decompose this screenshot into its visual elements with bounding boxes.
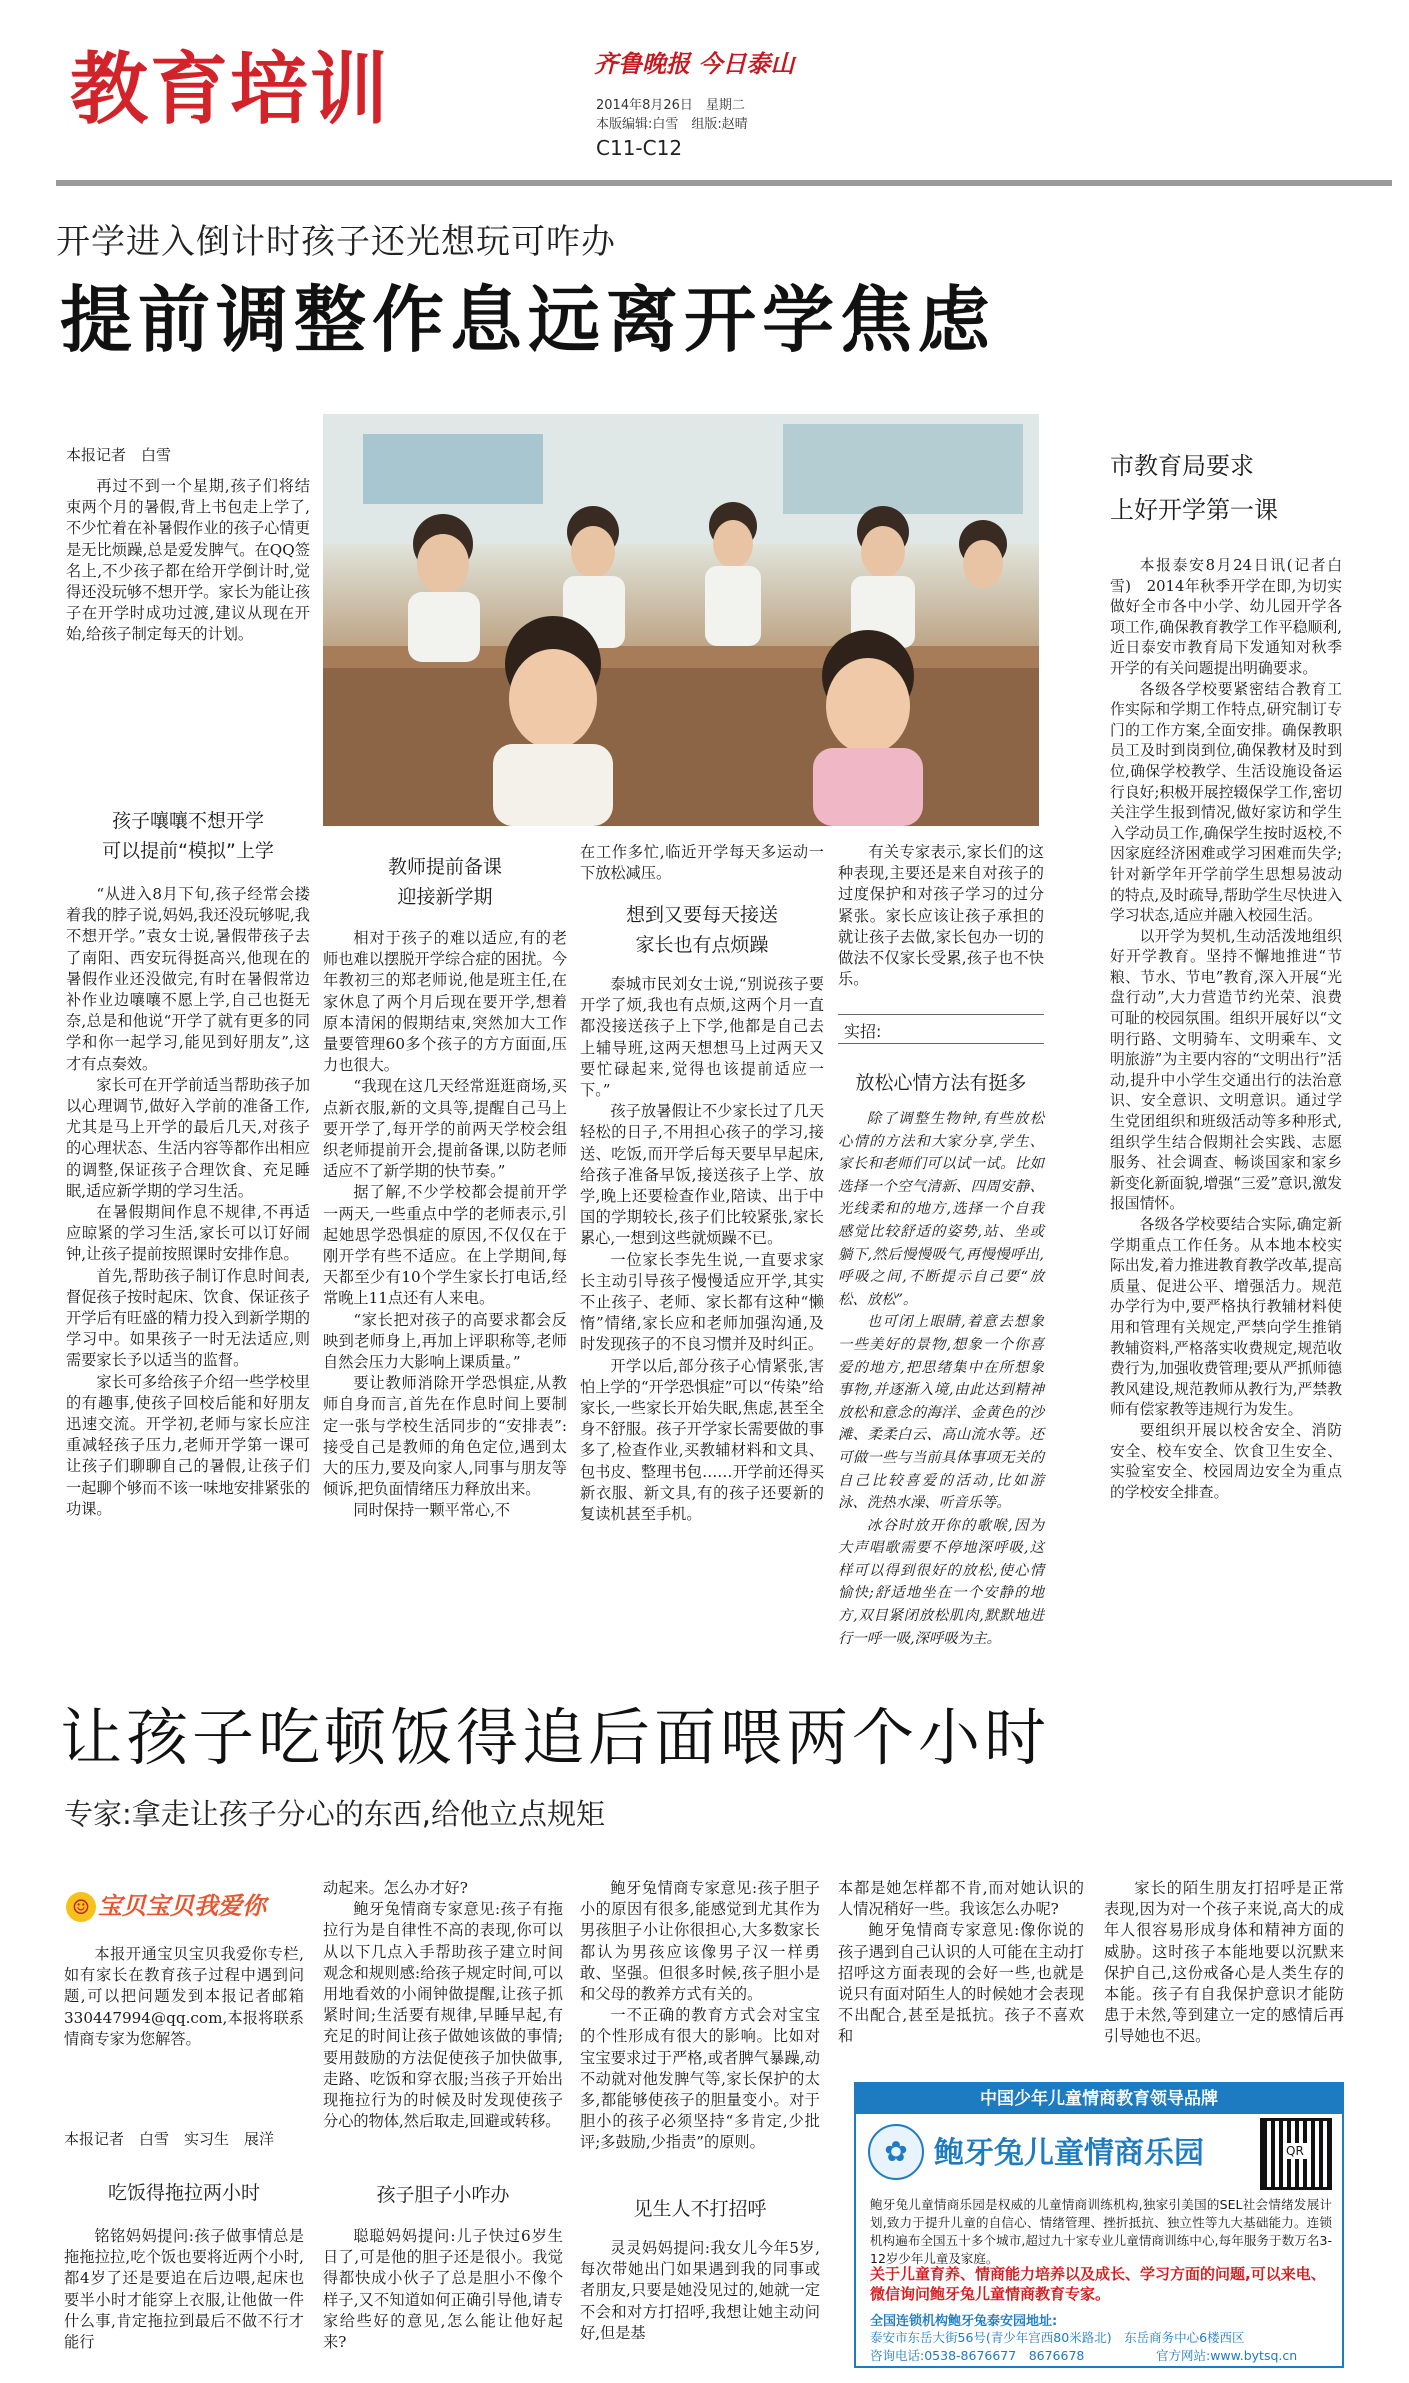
paragraph: 各级各学校要结合实际,确定新学期重点工作任务。从本地本校实际出发,着力推进教育教学改革,提高质量、促进公平、增强活力。规范办学行为中,要严格执行教辅材料使用和管理有关规定,严禁向学生推销教辅资料,严格落实收费规定,规范收费行为,加强收费管理;要从严抓师德教风建设,规范教师从教行为,严禁教师有偿家教等违规行为发生。: [1110, 1216, 1342, 1419]
paragraph: 以开学为契机,生动活泼地组织好开学教育。坚持不懈地推进“节粮、节水、节电”教育,深入开展“光盘行动”,大力营造节约光荣、浪费可耻的校园氛围。组织开展好以“文明行路、文明骑车、文明乘车、文明旅游”为主要内容的“文明出行”活动,提升中小学生交通出行的法治意识、安全意识、文明意识。通过学生党团组织和班级活动等多种形式,组织学生结合假期社会实践、志愿服务、社会调查、畅谈国家和家乡新变化新面貌,增强“三爱”意识,激发报国情怀。: [1110, 927, 1342, 1213]
paragraph: 要组织开展以校舍安全、消防安全、校车安全、饮食卫生安全、实验室安全、校园周边安全为重点的学校安全排查。: [1110, 1421, 1342, 1501]
paragraph: 鲍牙兔情商专家意见:孩子胆子小的原因有很多,能感觉到尤其作为男孩胆子小让你很担心,大多数家长都认为男孩应该像男子汉一样勇敢、坚强。但很多时候,孩子胆小是和父母的教养方式有关的。: [580, 1879, 820, 2004]
tip-label: 实招:: [844, 1022, 882, 1041]
paragraph: 动起来。怎么办才好?: [323, 1879, 468, 1897]
advertisement: [854, 2082, 1344, 2368]
story2-column-1: [64, 2226, 304, 2353]
story2-headline: 让孩子吃顿饭得追后面喂两个小时: [60, 1701, 1051, 1774]
ad-description: 鲍牙兔儿童情商乐园是权威的儿童情商训练机构,独家引美国的SEL社会情绪发展计划,致力于提升儿童的自信心、情绪管理、挫折抵抗、独立性等九大基础能力。连锁机构遍布全国五十多个城市,超过九十家专业儿童情商训练中心,每年服务于数万名3-12岁少年儿童及家庭。: [870, 2197, 1332, 2266]
story2-column-3: [580, 1878, 820, 2154]
paragraph: 首先,帮助孩子制订作息时间表,督促孩子按时起床、饮食、保证孩子开学后有旺盛的精力投入到新学期的学习中。如果孩子一时无法适应,则需要家长予以适当的监督。: [66, 1266, 310, 1370]
paragraph: 鲍牙兔情商专家意见:像你说的孩子遇到自己认识的人可能在主动打招呼这方面表现的会好一些,也就是说只有面对陌生人的时候她才会表现不出配合,甚至是抵抗。孩子不喜欢和: [838, 1921, 1084, 2046]
sidebar-column: [1110, 556, 1342, 1503]
story1-subhead-3: 想到又要每天接送 家长也有点烦躁: [625, 904, 778, 956]
story1-column-3-top: [580, 842, 824, 884]
ad-address: 泰安市东岳大街56号(青少年宫西80米路北) 东岳商务中心6楼西区: [870, 2330, 1245, 2345]
tip-column: [838, 1108, 1044, 1650]
paragraph: 同时保持一颗平常心,不: [353, 1501, 511, 1520]
story1-subhead-1: 孩子嚷嚷不想开学 可以提前“模拟”上学: [102, 810, 274, 862]
ad-website[interactable]: 官方网站:www.bytsq.cn: [1156, 2348, 1298, 2363]
paragraph: “家长把对孩子的高要求都会反映到老师身上,再加上评职称等,老师自然会压力大影响上课质量。”: [323, 1310, 567, 1372]
story2-q1-title: 吃饭得拖拉两小时: [107, 2182, 260, 2204]
paragraph: 家长可多给孩子介绍一些学校里的有趣事,使孩子回校后能和好朋友迅速交流。开学初,老师与家长应注重减轻孩子压力,老师开学第一课可让孩子们聊聊自己的暑假,让孩子们一起聊个够而不该一味地安排紧张的功课。: [66, 1372, 310, 1518]
paragraph: 孩子放暑假让不少家长过了几天轻松的日子,不用担心孩子的学习,接送、吃饭,而开学后每天要早早起床,给孩子准备早饭,接送孩子上学、放学,晚上还要检查作业,陪读、出于中国的学期较长,孩子们比较紧张,家长累心,一想到这些就烦躁不已。: [580, 1102, 824, 1248]
page-editors: 本版编辑:白雪 组版:赵晴: [596, 117, 748, 132]
paragraph: 在工作多忙,临近开学每天多运动一下放松减压。: [580, 843, 824, 883]
masthead: [0, 0, 1409, 185]
classroom-photo-illustration: [323, 414, 1039, 826]
ad-address-title: 全国连锁机构鲍牙兔泰安园地址:: [870, 2314, 1058, 2329]
promo-logo-text: 宝贝宝贝我爱你: [98, 1892, 266, 1920]
story2-column-2: [323, 1878, 563, 2132]
story1-column-3: [580, 974, 824, 1525]
story2-q2-title: 孩子胆子小咋办: [376, 2184, 510, 2206]
story1-subhead-2: 教师提前备课 迎接新学期: [387, 856, 502, 908]
ad-banner: 中国少年儿童情商教育领导品牌: [856, 2084, 1342, 2114]
paragraph: 铭铭妈妈提问:孩子做事情总是拖拖拉拉,吃个饭也要将近两个小时,都4岁了还是要追在后边喂,起床也要半小时才能穿上衣服,让他做一件什么事,肯定拖拉到最后不做不行才能行: [64, 2227, 304, 2352]
section-title: 教育培训: [70, 45, 391, 135]
qr-code: [1260, 2118, 1332, 2190]
qr-label: QR: [1283, 2143, 1307, 2159]
story2-byline: 本报记者 白雪 实习生 展洋: [64, 2130, 275, 2148]
story2-column-3-q: [580, 2238, 820, 2344]
column-promo-logo: [64, 1880, 304, 1934]
paragraph: 除了调整生物钟,有些放松心情的方法和大家分享,学生、家长和老师们可以试一试。比如选择一个空气清新、四周安静、光线柔和的地方,选择一个自我感觉比较舒适的姿势,站、坐或躺下,然后慢慢吸气,再慢慢呼出,呼吸之间,不断提示自己要“放松、放松”。: [838, 1111, 1044, 1308]
paragraph: 也可闭上眼睛,着意去想象一些美好的景物,想象一个你喜爱的地方,把思绪集中在所想象事物,并逐渐入境,由此达到精神放松和意念的海洋、金黄色的沙滩、柔柔白云、高山流水等。还可做一些与当前具体事项无关的自己比较喜爱的活动,比如游泳、洗热水澡、听音乐等。: [838, 1314, 1044, 1512]
paragraph: 在暑假期间作息不规律,不再适应晾紧的学习生活,家长可以订好闹钟,让孩子提前按照课时安排作息。: [66, 1203, 310, 1264]
paragraph: 本报开通宝贝宝贝我爱你专栏,如有家长在教育孩子过程中遇到问题,可以把问题发到本报记者邮箱330447994@qq.com,本报将联系情商专家为您解答。: [64, 1945, 304, 2048]
paragraph: 本都是她怎样都不肯,而对她认识的人情况稍好一些。我该怎么办呢?: [838, 1879, 1084, 1919]
sidebar-title: 市教育局要求 上好开学第一课: [1110, 452, 1278, 524]
story1-headline: 提前调整作息远离开学焦虑: [60, 278, 997, 362]
paragraph: 家长的陌生朋友打招呼是正常表现,因为对一个孩子来说,高大的成年人很容易形成身体和精神方面的威胁。这时孩子本能地要以沉默来保护自己,这份戒备心是人类生存的本能。孩子有自我保护意识才能防患于未然,等到建立一定的感情后再引导她也不迟。: [1104, 1879, 1344, 2046]
ad-brand: 鲍牙兔儿童情商乐园: [934, 2136, 1204, 2171]
story1-column-1-body: [66, 884, 310, 1520]
paragraph: 据了解,不少学校都会提前开学一两天,一些重点中学的老师表示,引起她思学恐惧症的原因,不仅仅在于刚开学有些不适应。在上学期间,每天都至少有10个学生家长打电话,经常晚上11点还有人来电。: [323, 1183, 567, 1308]
story2-column-2-q: [323, 2226, 563, 2353]
classroom-photo: [323, 414, 1039, 826]
newspaper-logo: 齐鲁晚报 今日泰山: [594, 49, 795, 78]
story1-column-1: [66, 476, 310, 646]
ad-phone: 咨询电话:0538-8676677 8676678: [870, 2348, 1085, 2363]
masthead-rule: [56, 180, 1392, 186]
paragraph: 本报泰安8月24日讯(记者白雪) 2014年秋季开学在即,为切实做好全市各中小学、幼儿园开学各项工作,确保教育教学工作平稳顺利,近日泰安市教育局下发通知对秋季开学的有关问题提出明确要求。: [1110, 557, 1342, 677]
paragraph: 有关专家表示,家长们的这种表现,主要还是来自对孩子的过度保护和对孩子学习的过分紧张。家长应该让孩子承担的就让孩子去做,家长包办一切的做法不仅家长受累,孩子也不快乐。: [838, 843, 1044, 989]
paragraph: 各级各学校要紧密结合教育工作实际和学期工作特点,研究制订专门的工作方案,全面安排。确保教职员工及时到岗到位,确保教材及时到位,确保学校教学、生活设施设备运行良好;积极开展控辍保学工作,密切关注学生报到情况,做好家访和学生入学动员工作,确保学生按时返校,不因家庭经济困难或学习困难而失学;针对新学年开学前学生思想易波动的特点,及时疏导,帮助学生尽快进入学习状态,适应并融入校园生活。: [1110, 680, 1342, 925]
paragraph: 灵灵妈妈提问:我女儿今年5岁,每次带她出门如果遇到我的同事或者朋友,只要是她没见过的,她就一定不会和对方打招呼,我想让她主动问好,但是基: [580, 2239, 820, 2342]
story1-column-2: [323, 928, 567, 1522]
paragraph: 聪聪妈妈提问:儿子快过6岁生日了,可是他的胆子还是很小。我觉得都快成小伙子了总是胆小不像个样子,又不知道如何正确引导他,请专家给些好的意见,怎么能让他好起来?: [323, 2227, 563, 2352]
paragraph: 鲍牙兔情商专家意见:孩子有拖拉行为是自律性不高的表现,你可以从以下几点入手帮助孩子建立时间观念和规则感:给孩子规定时间,可以用地看效的小闹钟做提醒,让孩子抓紧时间;生活要有规律,早睡早起,有充足的时间让孩子做她该做的事情;要用鼓励的方法促使孩子加快做事,走路、吃饭和穿衣服;当孩子开始出现拖拉行为的时候及时发现使孩子分心的物体,然后取走,回避或转移。: [323, 1900, 563, 2131]
paragraph: 相对于孩子的难以适应,有的老师也难以摆脱开学综合症的困扰。今年教初三的郑老师说,他是班主任,在家休息了两个月后现在要开学,想着原本清闲的假期结束,突然加大工作量要管理60多个孩子的方方面面,压力也很大。: [323, 929, 567, 1075]
paragraph: 家长可在开学前适当帮助孩子加以心理调节,做好入学前的准备工作,尤其是马上开学的最后几天,对孩子的心理状态、生活内容等都作出相应的调整,保证孩子合理饮食、充足睡眠,适应新学期的学习生活。: [66, 1075, 310, 1200]
paragraph: 要让教师消除开学恐惧症,从教师自身而言,首先在作息时间上要制定一张与学校生活同步的“安排表”:接受自己是教师的角色定位,遇到太大的压力,要及向家人,同事与朋友等倾诉,把负面情绪压力释放出来。: [323, 1374, 567, 1499]
paragraph: “从进入8月下旬,孩子经常会搂着我的脖子说,妈妈,我还没玩够呢,我不想开学。”袁女士说,暑假带孩子去了南阳、西安玩得挺高兴,他现在的暑假作业还没做完,有时在暑假常边补作业边嚷嚷不愿上学,自己也挺无奈,总是和他说“开学了就有更多的同学和你一起学习,能见到好朋友”,这才有点奏效。: [66, 885, 310, 1073]
paragraph: 一位家长李先生说,一直要求家长主动引导孩子慢慢适应开学,其实不止孩子、老师、家长都有这种“懒惰”情绪,家长应和老师加强沟通,及时发现孩子的不良习惯并及时纠正。: [580, 1250, 824, 1354]
story1-byline: 本报记者 白雪: [66, 446, 172, 464]
paragraph: 开学以后,部分孩子心情紧张,害怕上学的“开学恐惧症”可以“传染”给家长,一些家长开始失眠,焦虑,甚至全身不舒服。孩子开学家长需要做的事多了,检查作业,买教辅材料和文具、包书皮、整理书包……开学前还得买新衣服、新文具,有的孩子还要新的复读机甚至手机。: [580, 1356, 824, 1524]
story2-q3-title: 见生人不打招呼: [633, 2198, 767, 2220]
tip-box: [838, 1014, 1044, 1044]
story1-column-4: [838, 842, 1044, 990]
ad-slogan: 关于儿童育养、情商能力培养以及成长、学习方面的问题,可以来电、微信询问鲍牙兔儿童情商教育专家。: [870, 2265, 1326, 2303]
story1-lead: 再过不到一个星期,孩子们将结束两个月的暑假,背上书包走上学了,不少忙着在补暑假作业的孩子心情更是无比烦躁,总是爱发脾气。在QQ签名上,不少孩子都在给开学倒计时,觉得还没玩够不想开学。家长为能让孩子在开学时成功过渡,建议从现在开始,给孩子制定每天的计划。: [66, 477, 310, 644]
story1-kicker: 开学进入倒计时孩子还光想玩可咋办: [56, 222, 616, 262]
paragraph: 一不正确的教育方式会对宝宝的个性形成有很大的影响。比如对宝宝要求过于严格,或者脾气暴躁,动不动就对他发脾气等,家长保护的太多,都能够使孩子的胆量变小。对于胆小的孩子必须坚持“多肯定,少批评;多鼓励,少指责”的原则。: [580, 2006, 820, 2152]
rabbit-mascot-icon: ✿: [868, 2124, 924, 2180]
paragraph: 冰谷时放开你的歌喉,因为大声唱歌需要不停地深呼吸,这样可以得到很好的放松,使心情愉快;舒适地坐在一个安静的地方,双目紧闭放松肌肉,默默地进行一呼一吸,深呼吸为主。: [838, 1517, 1044, 1647]
paragraph: “我现在这几天经常逛逛商场,买点新衣服,新的文具等,提醒自己马上要开学了,每开学的前两天学校会组织老师提前开会,提前备课,以防老师适应不了新学期的快节奏。”: [323, 1077, 567, 1181]
story2-subheadline: 专家:拿走让孩子分心的东西,给他立点规矩: [64, 1797, 605, 1831]
promo-text: [64, 1944, 304, 2050]
tip-title: 放松心情方法有挺多: [855, 1072, 1027, 1094]
page-numbers: C11-C12: [596, 136, 683, 160]
story2-column-4: [838, 1878, 1084, 2048]
paragraph: 泰城市民刘女士说,“别说孩子要开学了烦,我也有点烦,这两个月一直都没接送孩子上下学,他都是自己去上辅导班,这两天想想马上过两天又要忙碌起来,觉得也该提前适应一下。”: [580, 975, 824, 1100]
smiley-icon: ☺: [66, 1892, 96, 1922]
issue-date: 2014年8月26日 星期二: [596, 98, 745, 113]
story2-column-5: [1104, 1878, 1344, 2048]
